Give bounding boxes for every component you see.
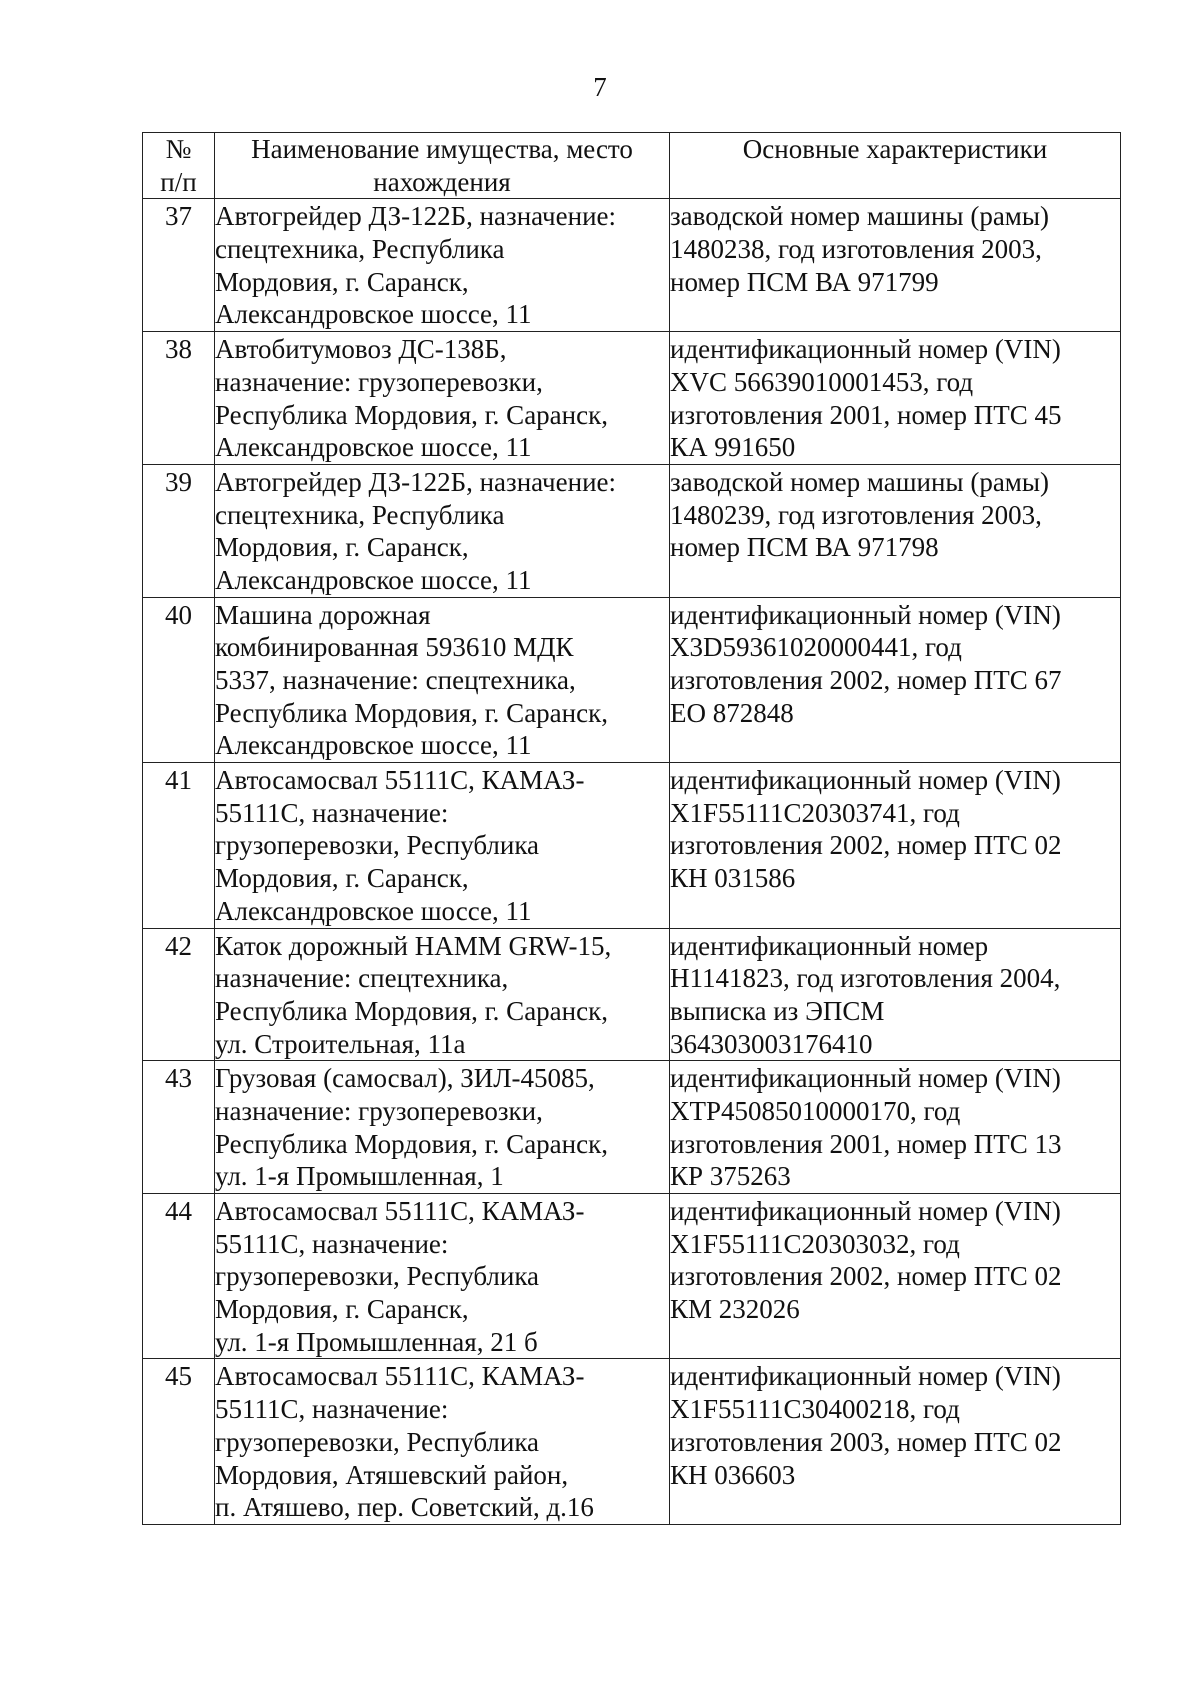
header-name-line: Наименование имущества, место: [251, 134, 633, 164]
characteristics-line: 364303003176410: [670, 1028, 873, 1059]
characteristics-cell: [670, 597, 1121, 762]
property-name-line: Мордовия, г. Саранск,: [215, 532, 469, 563]
property-name-line: Республика Мордовия, г. Саранск,: [215, 399, 608, 430]
characteristics-line: КР 375263: [670, 1161, 791, 1192]
characteristics-cell: [670, 332, 1121, 465]
characteristics-line: идентификационный номер (VIN): [670, 765, 1061, 796]
characteristics-cell: [670, 1194, 1121, 1359]
property-name-line: спецтехника, Республика: [215, 499, 505, 530]
table-row: [143, 199, 1121, 332]
property-name-cell: [215, 464, 670, 597]
characteristics-line: X1F55111C20303741, год: [670, 797, 960, 828]
header-characteristics-line: Основные характеристики: [742, 134, 1048, 164]
table-row: [143, 1061, 1121, 1194]
table-row: [143, 928, 1121, 1061]
property-name-cell: [215, 1194, 670, 1359]
property-name-line: Мордовия, г. Саранск,: [215, 1294, 469, 1325]
row-number: 45: [143, 1359, 215, 1524]
property-name-line: Александровское шоссе, 11: [215, 564, 532, 595]
property-name-line: 55111С, назначение:: [215, 1228, 449, 1259]
property-name-line: грузоперевозки, Республика: [215, 1261, 540, 1292]
property-name-line: ул. 1-я Промышленная, 21 б: [215, 1326, 538, 1357]
characteristics-line: номер ПСМ ВА 971799: [670, 266, 939, 297]
property-name-line: грузоперевозки, Республика: [215, 1426, 540, 1457]
row-number: 40: [143, 597, 215, 762]
property-name-line: Республика Мордовия, г. Саранск,: [215, 697, 608, 728]
property-name-cell: [215, 928, 670, 1061]
row-number: 38: [143, 332, 215, 465]
property-name-line: ул. Строительная, 11а: [215, 1028, 466, 1059]
property-name-line: Автосамосвал 55111С, КАМАЗ-: [215, 1361, 585, 1392]
row-number: 41: [143, 763, 215, 928]
property-name-line: назначение: спецтехника,: [215, 963, 509, 994]
characteristics-cell: [670, 1359, 1121, 1524]
table-row: [143, 464, 1121, 597]
property-name-line: Автобитумовоз ДС-138Б,: [215, 334, 507, 365]
row-number: 44: [143, 1194, 215, 1359]
property-name-line: комбинированная 593610 МДК: [215, 632, 574, 663]
characteristics-line: заводской номер машины (рамы): [670, 201, 1050, 232]
property-name-line: спецтехника, Республика: [215, 234, 505, 265]
characteristics-line: КМ 232026: [670, 1294, 800, 1325]
property-name-line: Республика Мордовия, г. Саранск,: [215, 1128, 608, 1159]
property-name-line: назначение: грузоперевозки,: [215, 366, 543, 397]
row-number: 37: [143, 199, 215, 332]
property-name-cell: [215, 332, 670, 465]
property-name-line: 55111С, назначение:: [215, 1394, 449, 1425]
table-row: [143, 763, 1121, 928]
characteristics-line: КН 031586: [670, 863, 796, 894]
characteristics-line: изготовления 2002, номер ПТС 67: [670, 665, 1062, 695]
header-characteristics: [670, 133, 1121, 199]
property-name-line: Александровское шоссе, 11: [215, 299, 532, 330]
table-body: [143, 199, 1121, 1525]
characteristics-line: идентификационный номер (VIN): [670, 334, 1061, 365]
property-name-line: Автосамосвал 55111С, КАМАЗ-: [215, 765, 585, 796]
property-name-line: Республика Мордовия, г. Саранск,: [215, 995, 608, 1026]
row-number: 43: [143, 1061, 215, 1194]
characteristics-line: заводской номер машины (рамы): [670, 466, 1050, 497]
characteristics-line: идентификационный номер: [670, 930, 989, 961]
characteristics-line: X1F55111C20303032, год: [670, 1228, 960, 1259]
property-name-line: Грузовая (самосвал), ЗИЛ-45085,: [215, 1063, 595, 1094]
table-row: [143, 332, 1121, 465]
row-number: 42: [143, 928, 215, 1061]
characteristics-line: 1480238, год изготовления 2003,: [670, 234, 1042, 265]
property-name-line: ул. 1-я Промышленная, 1: [215, 1161, 504, 1192]
property-name-line: Каток дорожный HAMM GRW-15,: [215, 930, 612, 961]
property-name-line: Александровское шоссе, 11: [215, 432, 532, 463]
page-number: 7: [593, 72, 607, 102]
characteristics-line: изготовления 2003, номер ПТС 02: [670, 1426, 1062, 1457]
characteristics-cell: [670, 928, 1121, 1061]
characteristics-line: идентификационный номер (VIN): [670, 1361, 1061, 1392]
property-name-line: Мордовия, г. Саранск,: [215, 266, 469, 297]
characteristics-line: ЕО 872848: [670, 697, 794, 728]
table-row: [143, 1359, 1121, 1524]
characteristics-line: 1480239, год изготовления 2003,: [670, 499, 1042, 530]
characteristics-cell: [670, 199, 1121, 332]
header-number-line: №: [165, 134, 192, 164]
header-number: [143, 133, 215, 199]
characteristics-line: изготовления 2002, номер ПТС 02: [670, 830, 1062, 861]
property-name-line: п. Атяшево, пер. Советский, д.16: [215, 1492, 594, 1523]
characteristics-cell: [670, 1061, 1121, 1194]
characteristics-line: идентификационный номер (VIN): [670, 1063, 1061, 1094]
header-number-line: п/п: [160, 166, 197, 197]
header-name-line: нахождения: [373, 166, 511, 197]
property-name-cell: [215, 1061, 670, 1194]
table-row: [143, 1194, 1121, 1359]
characteristics-cell: [670, 464, 1121, 597]
table-row: [143, 597, 1121, 762]
characteristics-cell: [670, 763, 1121, 928]
property-name-line: 5337, назначение: спецтехника,: [215, 665, 576, 695]
characteristics-line: КН 036603: [670, 1459, 796, 1490]
characteristics-line: изготовления 2002, номер ПТС 02: [670, 1261, 1062, 1292]
row-number: 39: [143, 464, 215, 597]
characteristics-line: изготовления 2001, номер ПТС 45: [670, 399, 1062, 430]
table-header-row: [143, 133, 1121, 199]
property-name-line: Мордовия, Атяшевский район,: [215, 1459, 569, 1490]
characteristics-line: XVC 56639010001453, год: [670, 366, 974, 397]
property-name-line: Мордовия, г. Саранск,: [215, 863, 469, 894]
property-name-line: назначение: грузоперевозки,: [215, 1095, 543, 1126]
property-name-line: Александровское шоссе, 11: [215, 895, 532, 926]
characteristics-line: X3D59361020000441, год: [670, 632, 962, 663]
property-name-line: Машина дорожная: [215, 599, 431, 630]
property-name-cell: [215, 597, 670, 762]
property-name-line: 55111С, назначение:: [215, 797, 449, 828]
characteristics-line: идентификационный номер (VIN): [670, 599, 1061, 630]
property-name-cell: [215, 199, 670, 332]
header-name: [215, 133, 670, 199]
property-name-line: Александровское шоссе, 11: [215, 730, 532, 761]
property-name-cell: [215, 1359, 670, 1524]
property-name-line: Автогрейдер ДЗ-122Б, назначение:: [215, 466, 617, 497]
characteristics-line: XTP45085010000170, год: [670, 1095, 961, 1126]
property-table: [142, 132, 1121, 1525]
characteristics-line: X1F55111C30400218, год: [670, 1394, 960, 1425]
property-name-line: Автогрейдер ДЗ-122Б, назначение:: [215, 201, 617, 232]
property-name-line: грузоперевозки, Республика: [215, 830, 540, 861]
property-name-cell: [215, 763, 670, 928]
property-name-line: Автосамосвал 55111С, КАМАЗ-: [215, 1196, 585, 1226]
characteristics-line: изготовления 2001, номер ПТС 13: [670, 1128, 1062, 1159]
characteristics-line: идентификационный номер (VIN): [670, 1196, 1061, 1226]
characteristics-line: номер ПСМ ВА 971798: [670, 532, 939, 563]
characteristics-line: выписка из ЭПСМ: [670, 995, 885, 1026]
characteristics-line: H1141823, год изготовления 2004,: [670, 963, 1061, 994]
characteristics-line: КА 991650: [670, 432, 796, 463]
